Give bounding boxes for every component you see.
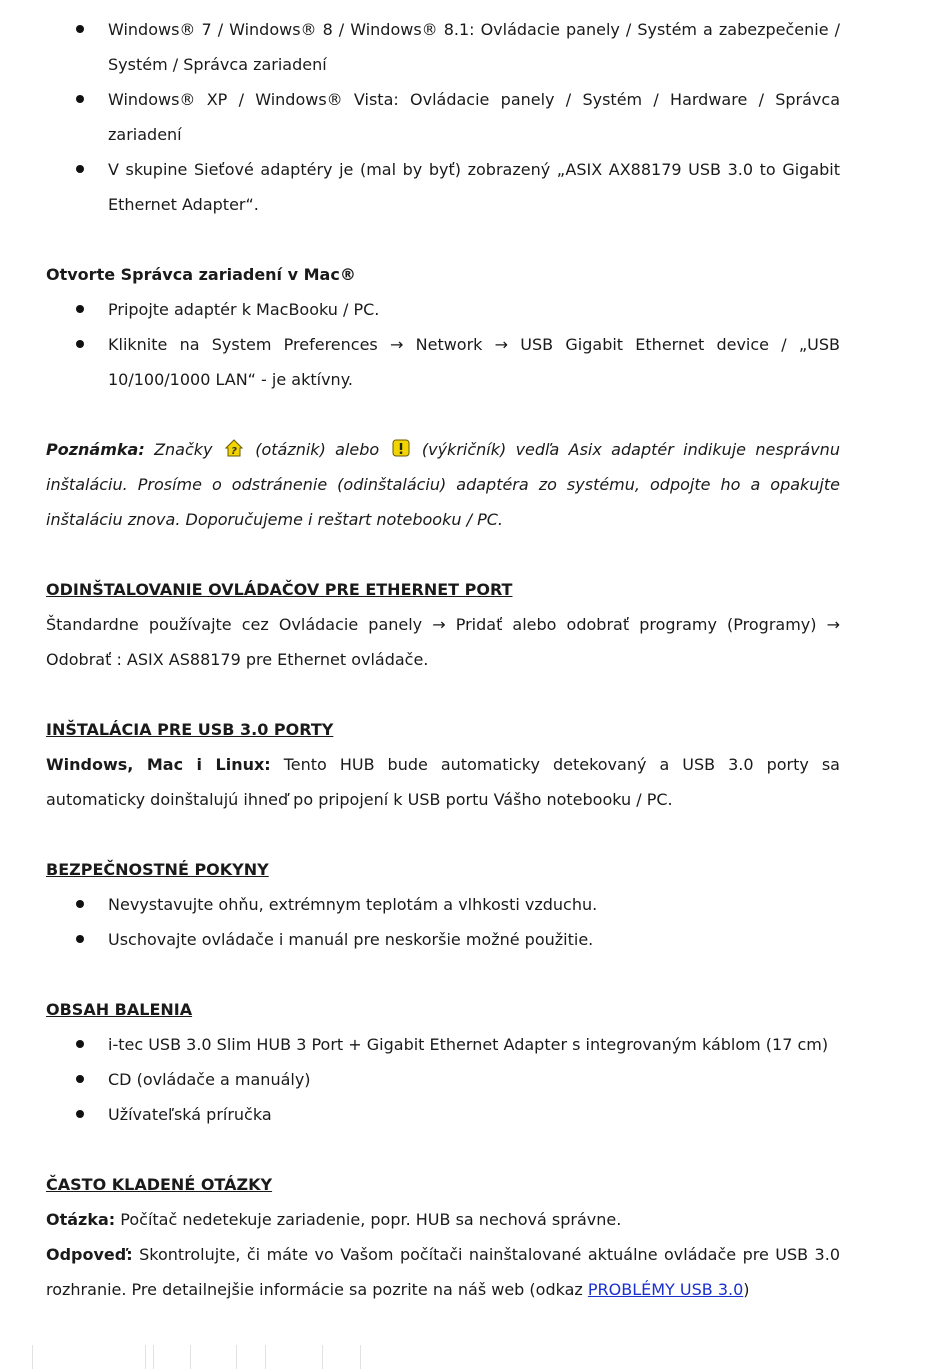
- bullet-icon: [76, 305, 84, 313]
- bullet-icon: [76, 1110, 84, 1118]
- usb-install-heading: INŠTALÁCIA PRE USB 3.0 PORTY: [46, 720, 334, 739]
- bullet-icon: [76, 95, 84, 103]
- exclamation-mark-icon: [392, 439, 410, 457]
- note-paragraph: Poznámka: Značky ? (otáznik) alebo (výkričník) vedľa Asix adaptér indikuje nesprávnu inštaláciu. Prosíme o odstránenie (odinštaláciu) adaptéra zo systému, odpojte ho a opakujte inštaláciu znova. Doporučujeme i reštart notebooku / PC.: [46, 440, 840, 529]
- list-item: Windows® 7 / Windows® 8 / Windows® 8.1: Ovládacie panely / Systém a zabezpečenie / Systém / Správca zariadení: [46, 12, 840, 82]
- faq-question: Otázka: Počítač nedetekuje zariadenie, popr. HUB sa nechová správne.: [46, 1210, 622, 1229]
- list-item: Uschovajte ovládače i manuál pre neskoršie možné použitie.: [46, 922, 840, 957]
- answer-label: Odpoveď:: [46, 1245, 133, 1264]
- uninstall-text: Štandardne používajte cez Ovládacie panely → Pridať alebo odobrať programy (Programy) → Odobrať : ASIX AS88179 pre Ethernet ovládače.: [46, 615, 840, 669]
- uninstall-heading: ODINŠTALOVANIE OVLÁDAČOV PRE ETHERNET PORT: [46, 580, 513, 599]
- faq-answer: Odpoveď: Skontrolujte, či máte vo Vašom počítači nainštalované aktuálne ovládače pre USB 3.0 rozhranie. Pre detailnejšie informácie sa pozrite na náš web (odkaz PROBLÉMY USB 3.0): [46, 1245, 840, 1299]
- safety-list: [46, 887, 840, 957]
- question-mark-warning-icon: [225, 439, 243, 457]
- faq-heading: ČASTO KLADENÉ OTÁZKY: [46, 1175, 273, 1194]
- mac-heading: Otvorte Správca zariadení v Mac®: [46, 265, 356, 284]
- safety-heading: BEZPEČNOSTNÉ POKYNY: [46, 860, 269, 879]
- bullet-icon: [76, 1040, 84, 1048]
- list-item: CD (ovládače a manuály): [46, 1062, 840, 1097]
- list-item: i-tec USB 3.0 Slim HUB 3 Port + Gigabit Ethernet Adapter s integrovaným káblom (17 cm): [46, 1027, 840, 1062]
- question-label: Otázka:: [46, 1210, 116, 1229]
- list-item: Užívateľská príručka: [46, 1097, 840, 1132]
- list-item: Pripojte adaptér k MacBooku / PC.: [46, 292, 840, 327]
- list-item: V skupine Sieťové adaptéry je (mal by byť) zobrazený „ASIX AX88179 USB 3.0 to Gigabit Ethernet Adapter“.: [46, 152, 840, 222]
- usb-problems-link[interactable]: PROBLÉMY USB 3.0: [587, 1280, 744, 1299]
- bullet-icon: [76, 25, 84, 33]
- list-item: Kliknite na System Preferences → Network → USB Gigabit Ethernet device / „USB 10/100/1000 LAN“ - je aktívny.: [46, 327, 840, 397]
- bullet-icon: [76, 900, 84, 908]
- bullet-icon: [76, 340, 84, 348]
- usb-install-paragraph: Windows, Mac i Linux: Tento HUB bude automaticky detekovaný a USB 3.0 porty sa automaticky doinštalujú ihneď po pripojení k USB portu Vášho notebooku / PC.: [46, 755, 840, 809]
- document-content: [46, 12, 840, 1307]
- package-list: [46, 1027, 840, 1132]
- package-heading: OBSAH BALENIA: [46, 1000, 193, 1019]
- windows-path-list: [46, 12, 840, 222]
- note-label: Poznámka:: [46, 440, 145, 459]
- usb-install-label: Windows, Mac i Linux:: [46, 755, 271, 774]
- bullet-icon: [76, 935, 84, 943]
- list-item: Nevystavujte ohňu, extrémnym teplotám a vlhkosti vzduchu.: [46, 887, 840, 922]
- bullet-icon: [76, 1075, 84, 1083]
- page-bottom-marks: [0, 1341, 950, 1371]
- list-item: Windows® XP / Windows® Vista: Ovládacie panely / Systém / Hardware / Správca zariadení: [46, 82, 840, 152]
- bullet-icon: [76, 165, 84, 173]
- mac-list: [46, 292, 840, 397]
- svg-text:?: ?: [230, 446, 237, 457]
